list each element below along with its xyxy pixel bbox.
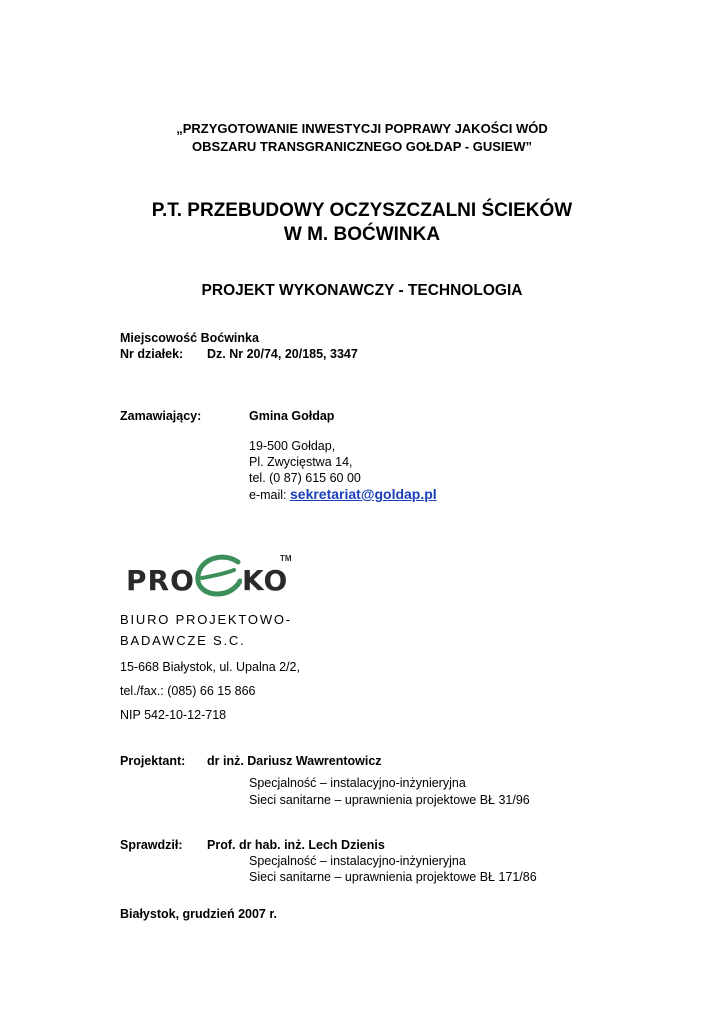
company-nip: NIP 542-10-12-718: [120, 708, 227, 722]
document-title-line2: W M. BOĆWINKA: [283, 224, 441, 245]
program-title-line2: OBSZARU TRANSGRANICZNEGO GOŁDAP - GUSIEW”: [192, 139, 532, 154]
logo-text-left: PRO: [126, 564, 195, 597]
company-name-line2: BADAWCZE S.C.: [120, 633, 246, 648]
client-address-line2: Pl. Zwycięstwa 14,: [249, 455, 353, 469]
company-address: 15-668 Białystok, ul. Upalna 2/2,: [120, 660, 300, 674]
company-logo: [124, 552, 304, 602]
place-date: Białystok, grudzień 2007 r.: [120, 907, 278, 921]
plot-label: Nr działek:: [120, 347, 184, 361]
client-phone: tel. (0 87) 615 60 00: [249, 471, 361, 485]
document-subtitle: PROJEKT WYKONAWCZY - TECHNOLOGIA: [201, 282, 523, 299]
designer-license: Sieci sanitarne – uprawnienia projektowe BŁ 31/96: [249, 793, 530, 807]
client-email-row: [249, 486, 437, 504]
checker-license: Sieci sanitarne – uprawnienia projektowe BŁ 171/86: [249, 870, 537, 884]
client-label: Zamawiający:: [120, 409, 202, 423]
location-place: Miejscowość Boćwinka: [120, 331, 259, 345]
designer-name: dr inż. Dariusz Wawrentowicz: [207, 754, 382, 768]
plot-value: Dz. Nr 20/74, 20/185, 3347: [207, 347, 358, 361]
company-name-line1: BIURO PROJEKTOWO-: [120, 612, 292, 627]
client-address-line1: 19-500 Gołdap,: [249, 439, 336, 453]
logo-trademark: TM: [280, 554, 292, 563]
company-phone: tel./fax.: (085) 66 15 866: [120, 684, 256, 698]
checker-specialty: Specjalność – instalacyjno-inżynieryjna: [249, 854, 466, 868]
program-title-line1: „PRZYGOTOWANIE INWESTYCJI POPRAWY JAKOŚCI WÓD: [176, 121, 548, 136]
checker-name: Prof. dr hab. inż. Lech Dzienis: [207, 838, 385, 852]
client-email-link[interactable]: sekretariat@goldap.pl: [290, 486, 437, 502]
logo-text-right: KO: [242, 564, 289, 597]
designer-label: Projektant:: [120, 754, 186, 768]
client-email-label: e-mail:: [249, 488, 287, 502]
client-name: Gmina Gołdap: [249, 409, 335, 423]
logo-e-swoosh-icon: [194, 554, 242, 600]
document-title-line1: P.T. PRZEBUDOWY OCZYSZCZALNI ŚCIEKÓW: [151, 200, 573, 221]
checker-label: Sprawdził:: [120, 838, 183, 852]
designer-specialty: Specjalność – instalacyjno-inżynieryjna: [249, 776, 466, 790]
